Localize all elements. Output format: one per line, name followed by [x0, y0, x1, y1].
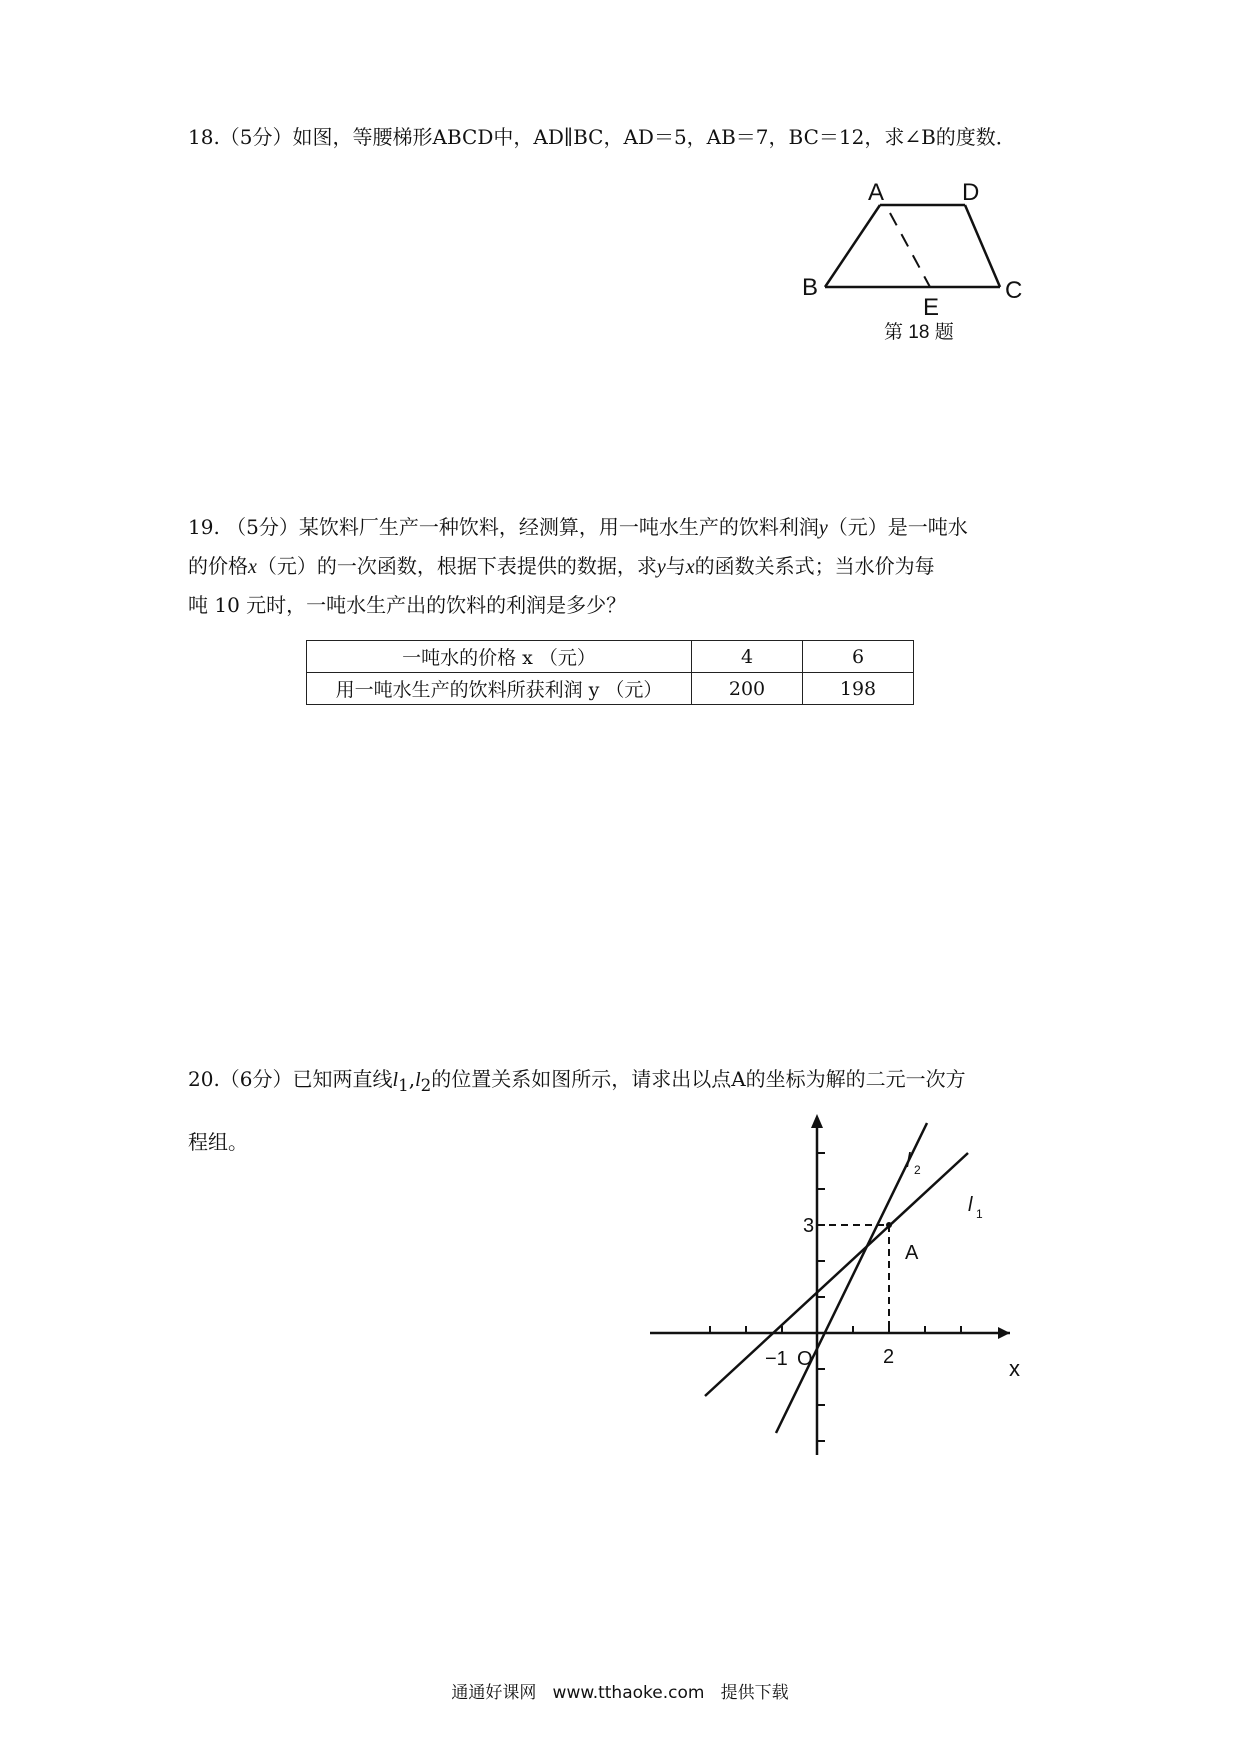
subscript-2: 2	[420, 1076, 432, 1095]
footer-site-name: 通通好课网	[451, 1683, 537, 1703]
q20-line1-end: 的位置关系如图所示，请求出以点A的坐标为解的二元一次方	[431, 1067, 966, 1091]
label-l1-sub: 1	[976, 1207, 983, 1221]
footer-url: www.tthaoke.com	[552, 1683, 705, 1703]
label-d: D	[962, 179, 980, 206]
subscript-1: 1	[398, 1076, 409, 1095]
q19-line2-a: 的价格	[188, 554, 248, 578]
y-axis-arrow-icon	[811, 1114, 823, 1128]
var-y: y	[656, 556, 666, 578]
footer-note: 提供下载	[720, 1683, 789, 1703]
var-l: l	[392, 1069, 399, 1091]
q19-line2-c: 与	[665, 554, 686, 578]
tick-label-x2: 2	[883, 1346, 895, 1368]
var-y: y	[818, 517, 828, 539]
table-row	[307, 641, 914, 673]
table-row	[307, 673, 914, 705]
price-profit-table	[306, 640, 914, 705]
row-header-profit: 用一吨水生产的饮料所获利润 y （元）	[307, 673, 692, 705]
page-footer	[0, 1678, 1240, 1703]
origin-label: O	[797, 1348, 813, 1370]
q19-line1-start: 19. （5分）某饮料厂生产一种饮料，经测算，用一吨水生产的饮料利润	[188, 515, 819, 539]
coordinate-graph	[650, 1110, 1030, 1470]
label-l2-sub: 2	[914, 1163, 921, 1177]
axis-ticks	[710, 1153, 961, 1441]
point-a-guides	[817, 1225, 889, 1333]
side-ab	[825, 205, 880, 287]
tick-label-x-neg1: −1	[765, 1348, 788, 1370]
line-l2	[776, 1123, 927, 1433]
question-18-text: 18.（5分）如图，等腰梯形ABCD中，AD∥BC，AD＝5，AB＝7，BC＝12，求∠B的度数．	[188, 125, 1016, 149]
q19-line2-d: 的函数关系式；当水价为每	[694, 554, 935, 578]
question-19-text	[188, 508, 1068, 624]
x-axis-arrow-icon	[998, 1327, 1010, 1339]
q20-line2: 程组。	[188, 1130, 248, 1154]
comma: ,	[408, 1067, 416, 1091]
x-axis-label: x	[1009, 1356, 1020, 1381]
table-cell: 6	[803, 641, 914, 673]
point-a-dot	[886, 1222, 892, 1228]
trapezoid-lines	[825, 205, 1000, 287]
q19-line1-end: （元）是一吨水	[827, 515, 968, 539]
label-e: E	[923, 294, 940, 321]
trapezoid-figure	[790, 175, 1030, 345]
label-c: C	[1005, 277, 1023, 304]
table-cell: 4	[692, 641, 803, 673]
label-a: A	[868, 179, 885, 206]
label-l2: l	[906, 1150, 911, 1172]
var-l: l	[415, 1069, 421, 1091]
table-cell: 198	[803, 673, 914, 705]
tick-label-y3: 3	[803, 1215, 815, 1237]
label-l1: l	[968, 1194, 973, 1216]
line-l1	[705, 1153, 968, 1396]
q19-line3: 吨 10 元时，一吨水生产出的饮料的利润是多少？	[188, 593, 627, 617]
side-dc	[965, 205, 1000, 287]
q20-line1-start: 20.（6分）已知两直线	[188, 1067, 393, 1091]
label-point-a: A	[905, 1242, 919, 1264]
label-b: B	[802, 274, 819, 301]
table-cell: 200	[692, 673, 803, 705]
segment-ae	[890, 213, 930, 287]
var-x: x	[248, 556, 257, 578]
var-x: x	[685, 556, 695, 578]
q19-line2-b: （元）的一次函数，根据下表提供的数据，求	[256, 554, 657, 578]
row-header-price: 一吨水的价格 x （元）	[307, 641, 692, 673]
figure-caption: 第 18 题	[884, 322, 954, 343]
